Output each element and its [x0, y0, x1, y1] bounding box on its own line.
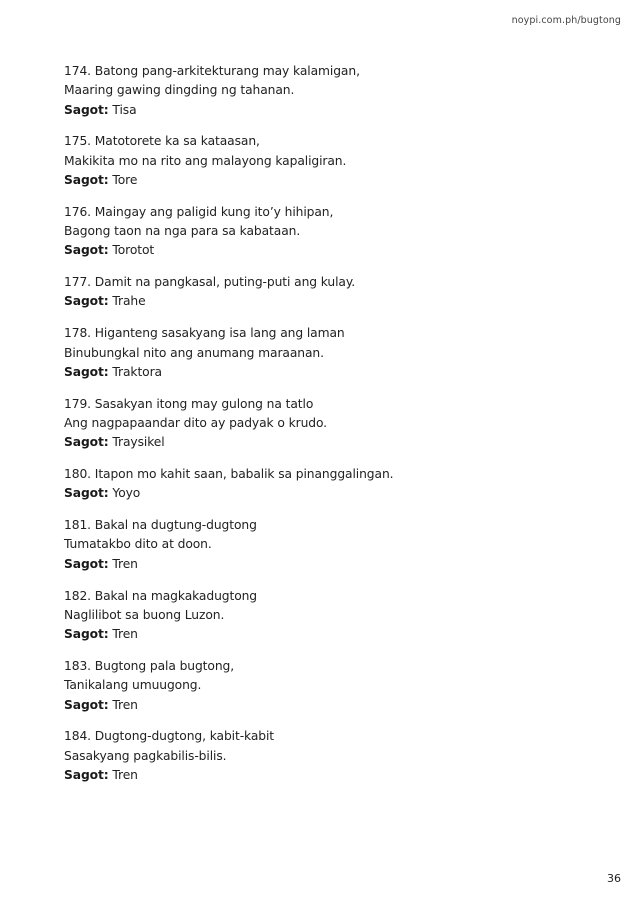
- riddle-line: Bagong taon na nga para sa kabataan.: [64, 224, 301, 239]
- answer-label: Sagot:: [64, 767, 109, 782]
- answer-value: Traktora: [112, 364, 162, 379]
- answer-label: Sagot:: [64, 102, 109, 117]
- riddle-answer: [64, 171, 584, 190]
- riddle-item: [64, 203, 584, 261]
- riddle-answer: [64, 766, 584, 785]
- riddle-item: [64, 587, 584, 645]
- riddle-item: [64, 324, 584, 382]
- riddle-line: Sasakyang pagkabilis-bilis.: [64, 748, 227, 763]
- answer-label: Sagot:: [64, 486, 109, 501]
- riddle-line: Tumatakbo dito at doon.: [64, 537, 212, 552]
- riddle-line: 175. Matotorete ka sa kataasan,: [64, 134, 260, 149]
- riddle-item: [64, 516, 584, 574]
- answer-value: Torotot: [112, 243, 155, 258]
- riddle-item: [64, 132, 584, 190]
- riddle-answer: [64, 101, 584, 120]
- riddle-answer: [64, 241, 584, 260]
- riddle-line: 181. Bakal na dugtung-dugtong: [64, 518, 257, 533]
- answer-value: Tren: [112, 767, 138, 782]
- riddle-item: [64, 727, 584, 785]
- answer-label: Sagot:: [64, 243, 109, 258]
- riddle-item: [64, 395, 584, 453]
- answer-label: Sagot:: [64, 556, 109, 571]
- riddle-answer: [64, 363, 584, 382]
- riddle-item: [64, 273, 584, 312]
- riddle-line: 174. Batong pang-arkitekturang may kalamigan,: [64, 64, 360, 78]
- answer-value: Yoyo: [112, 486, 141, 501]
- riddle-line: 178. Higanteng sasakyang isa lang ang laman: [64, 326, 345, 341]
- answer-value: Tren: [112, 627, 138, 642]
- riddle-line: Binubungkal nito ang anumang maraanan.: [64, 345, 324, 360]
- riddle-item: [64, 657, 584, 715]
- riddle-answer: [64, 696, 584, 715]
- riddle-line: 180. Itapon mo kahit saan, babalik sa pinanggalingan.: [64, 467, 394, 482]
- answer-label: Sagot:: [64, 364, 109, 379]
- answer-label: Sagot:: [64, 627, 109, 642]
- answer-value: Trahe: [112, 294, 146, 309]
- answer-label: Sagot:: [64, 294, 109, 309]
- page-number: 36: [607, 872, 621, 885]
- riddle-list: [64, 62, 584, 798]
- source-url: noypi.com.ph/bugtong: [511, 15, 621, 26]
- riddle-item: [64, 465, 584, 504]
- riddle-answer: [64, 555, 584, 574]
- riddle-line: 183. Bugtong pala bugtong,: [64, 658, 235, 673]
- riddle-line: Naglilibot sa buong Luzon.: [64, 607, 225, 622]
- riddle-line: Maaring gawing dingding ng tahanan.: [64, 83, 295, 98]
- riddle-line: 179. Sasakyan itong may gulong na tatlo: [64, 396, 314, 411]
- riddle-answer: [64, 292, 584, 311]
- riddle-item: [64, 62, 584, 120]
- answer-value: Tisa: [112, 102, 137, 117]
- answer-label: Sagot:: [64, 697, 109, 712]
- riddle-line: Makikita mo na rito ang malayong kapaligiran.: [64, 153, 347, 168]
- answer-value: Traysikel: [112, 435, 165, 450]
- riddle-line: Tanikalang umuugong.: [64, 678, 202, 693]
- riddle-line: 177. Damit na pangkasal, puting-puti ang kulay.: [64, 275, 356, 290]
- riddle-line: 184. Dugtong-dugtong, kabit-kabit: [64, 729, 275, 744]
- answer-value: Tren: [112, 697, 138, 712]
- answer-label: Sagot:: [64, 435, 109, 450]
- riddle-line: 182. Bakal na magkakadugtong: [64, 588, 258, 603]
- riddle-answer: [64, 484, 584, 503]
- riddle-answer: [64, 433, 584, 452]
- riddle-line: Ang nagpapaandar dito ay padyak o krudo.: [64, 415, 327, 430]
- riddle-line: 176. Maingay ang paligid kung ito’y hihipan,: [64, 204, 334, 219]
- answer-label: Sagot:: [64, 172, 109, 187]
- riddle-answer: [64, 625, 584, 644]
- answer-value: Tore: [112, 172, 138, 187]
- answer-value: Tren: [112, 556, 138, 571]
